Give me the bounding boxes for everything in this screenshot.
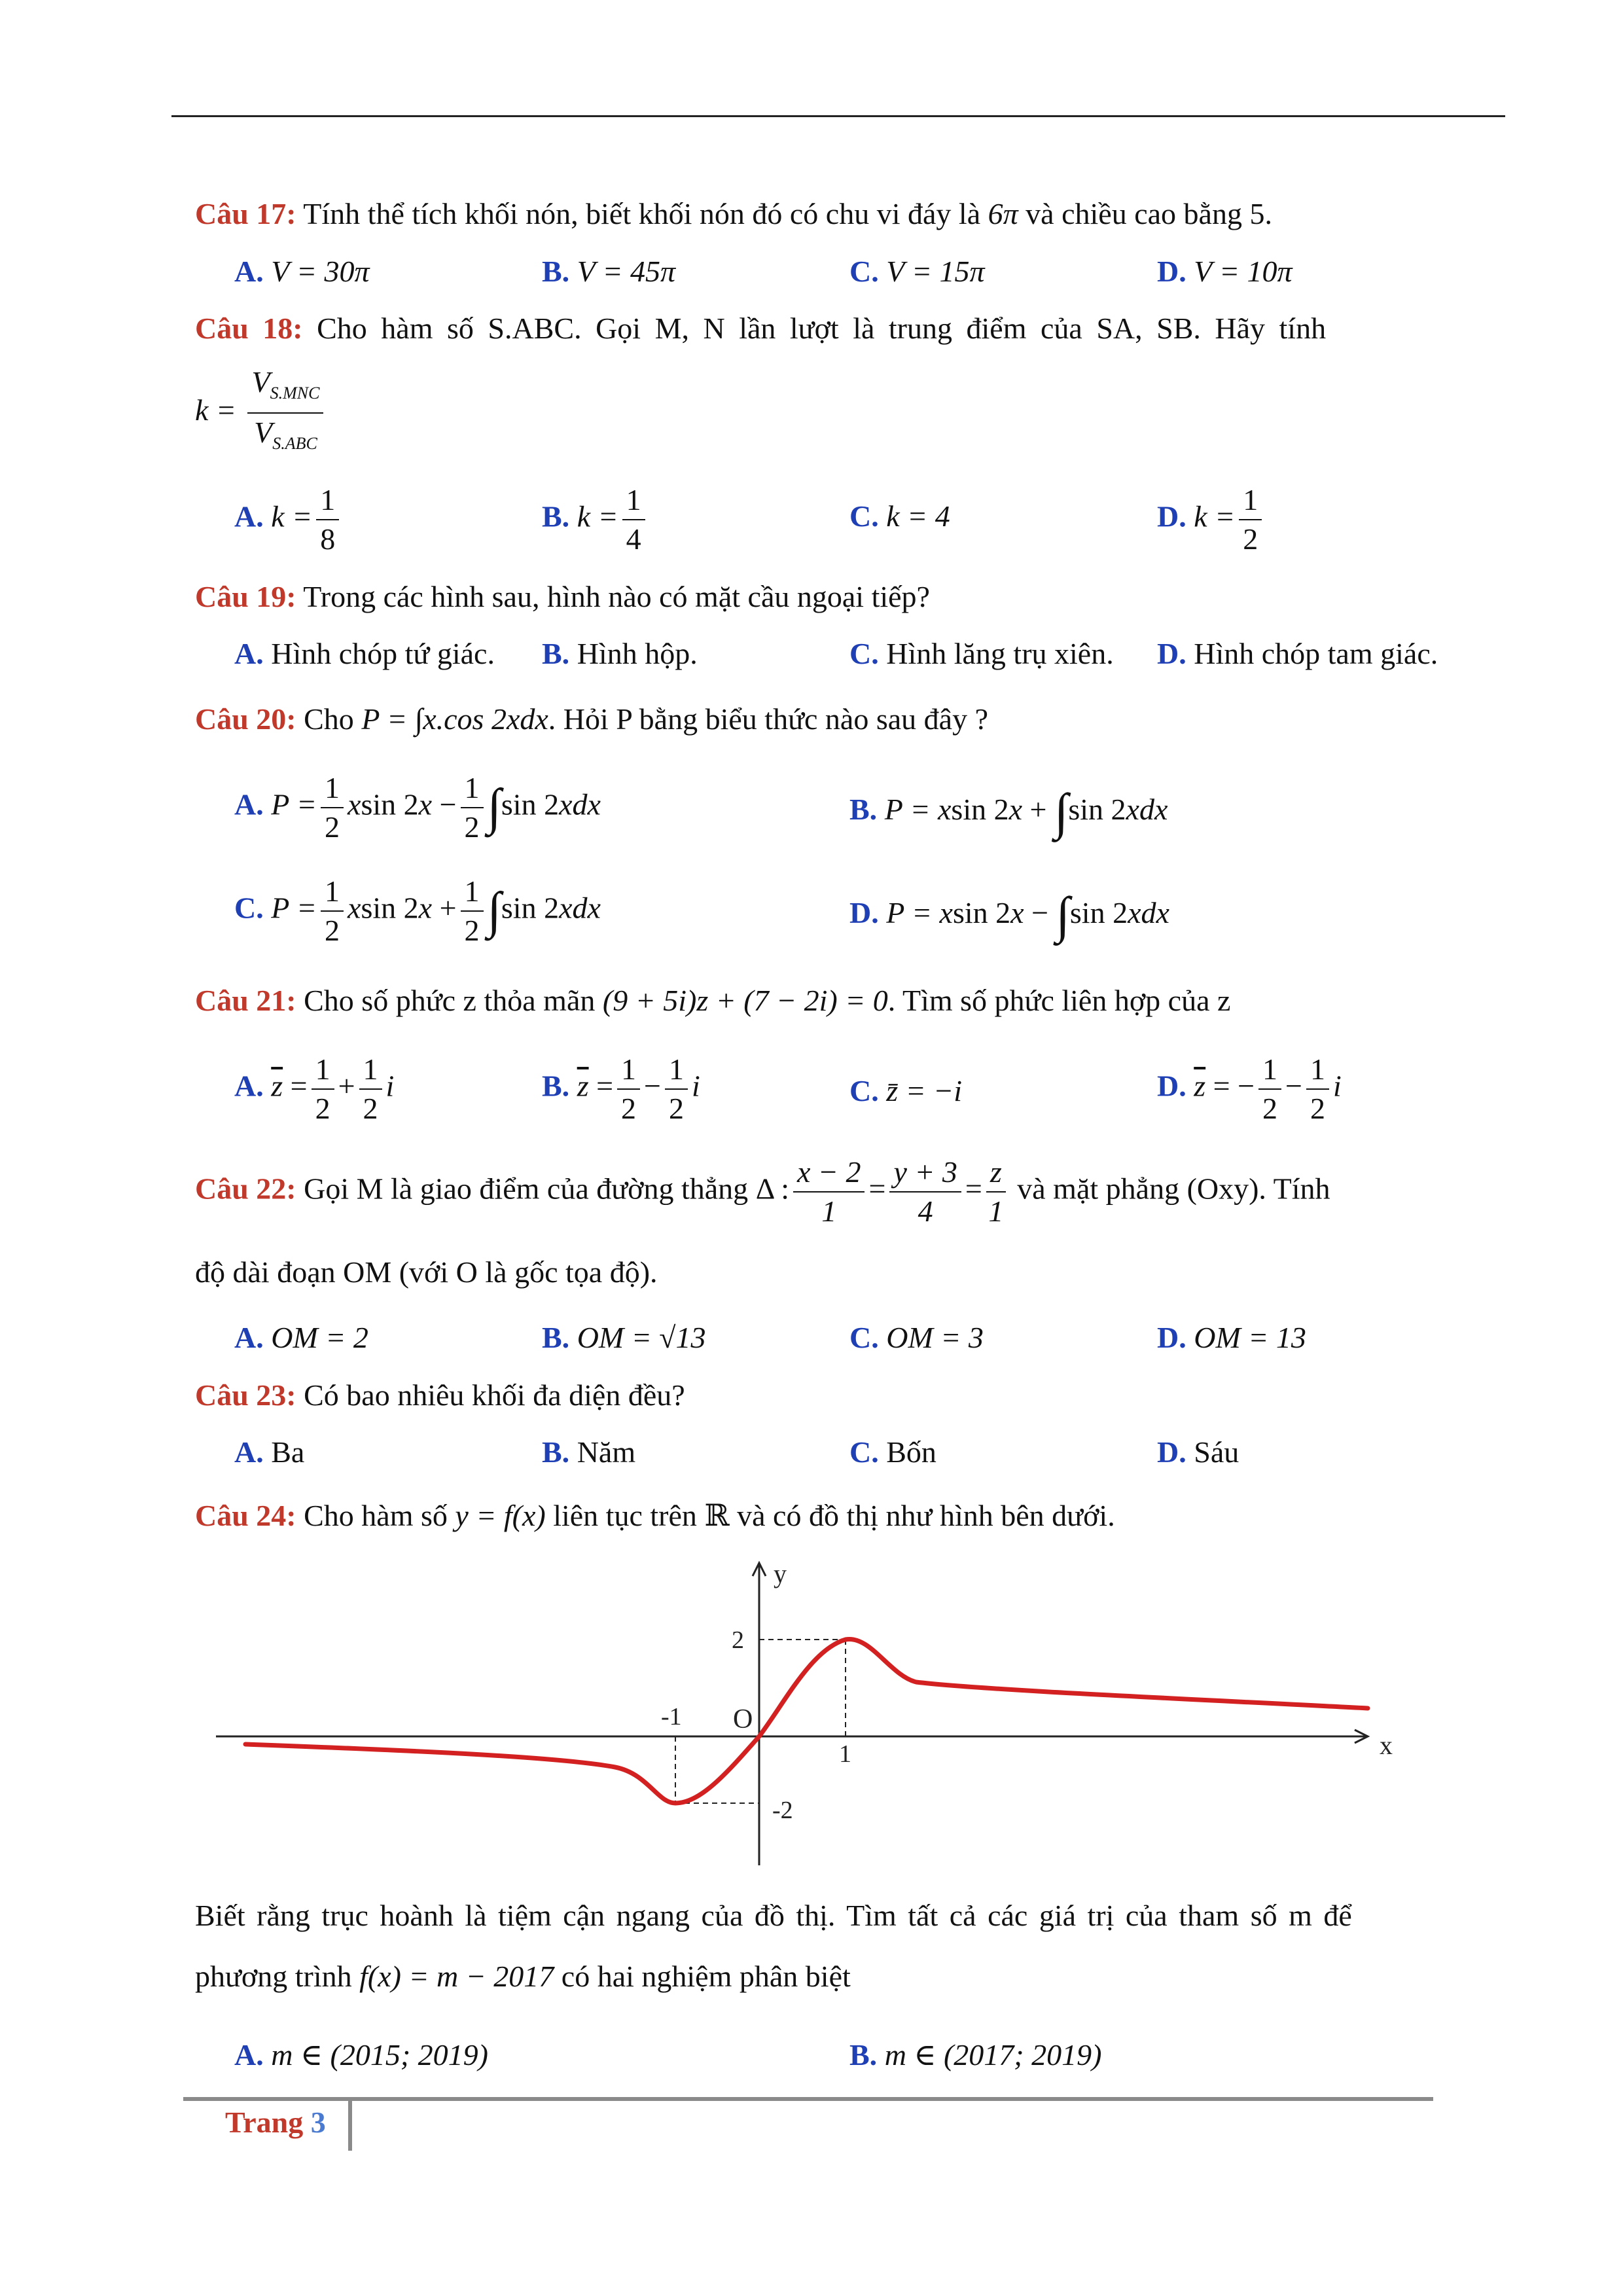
q23-option-a[interactable]: A. Ba	[234, 1435, 305, 1469]
question-22: Câu 22: Gọi M là giao điểm của đường thẳng Δ : $\frac{x - 2}{1}$ = $\frac{y + 3}{4}$ = $\frac{z}{1}$ và mặt phẳng (Oxy). Tính	[195, 1153, 1330, 1230]
q20-option-c[interactable]: C. P = $\frac{1}{2}$ xsin 2x + $\frac{1}{2}$ ∫sin 2xdx	[234, 872, 601, 950]
q19-option-c[interactable]: C. Hình lăng trụ xiên.	[849, 637, 1114, 670]
q20-option-a[interactable]: A. P = $\frac{1}{2}$ xsin 2x − $\frac{1}{2}$ ∫sin 2xdx	[234, 769, 601, 846]
header-rule	[171, 115, 1505, 117]
question-23: Câu 23: Có bao nhiêu khối đa diện đều?	[195, 1378, 685, 1412]
q19-option-d[interactable]: D. Hình chóp tam giác.	[1157, 637, 1438, 670]
q22-option-c[interactable]: C. OM = 3	[849, 1321, 984, 1354]
question-20: Câu 20: Cho P = ∫x.cos 2xdx. Hỏi P bằng biểu thức nào sau đây ?	[195, 702, 988, 736]
q17-option-a[interactable]: A. V = 30π	[234, 255, 370, 288]
q20-option-b[interactable]: B. P = xsin 2x + ∫sin 2xdx	[849, 783, 1168, 840]
question-21: Câu 21: Cho số phức z thỏa mãn (9 + 5i)z + (7 − 2i) = 0. Tìm số phức liên hợp của z	[195, 984, 1231, 1017]
question-18: Câu 18: Cho hàm số S.ABC. Gọi M, N lần lượt là trung điểm của SA, SB. Hãy tính	[195, 312, 1327, 345]
page-number: Trang 3	[225, 2106, 326, 2139]
q22-option-a[interactable]: A. OM = 2	[234, 1321, 368, 1354]
q24-text-line1: Biết rằng trục hoành là tiệm cận ngang của đồ thị. Tìm tất cả các giá trị của tham số m để	[195, 1899, 1352, 1932]
tick-label-2: 2	[732, 1626, 744, 1654]
tick-label-m1: -1	[661, 1703, 682, 1731]
q24-text-line2: phương trình f(x) = m − 2017 có hai nghiệm phân biệt	[195, 1960, 851, 1993]
x-axis-label: x	[1380, 1731, 1393, 1760]
q22-option-d[interactable]: D. OM = 13	[1157, 1321, 1306, 1354]
q24-option-b[interactable]: B. m ∈ (2017; 2019)	[849, 2038, 1102, 2072]
q18-option-d[interactable]: D. k = $\frac{1}{2}$	[1157, 481, 1266, 558]
function-curve	[245, 1639, 1368, 1803]
function-graph	[196, 1551, 1472, 1878]
q23-option-c[interactable]: C. Bốn	[849, 1435, 936, 1469]
q18-option-b[interactable]: B. k = $\frac{1}{4}$	[542, 481, 649, 558]
q22-option-b[interactable]: B. OM = √13	[542, 1321, 706, 1354]
question-22-line2: độ dài đoạn OM (với O là gốc tọa độ).	[195, 1255, 658, 1289]
tick-label-m2: -2	[772, 1797, 793, 1824]
q21-option-b[interactable]: B. $\overline{z}$ = $\frac{1}{2}$ − $\frac{1}{2}$ i	[542, 1050, 700, 1128]
q18-option-c[interactable]: C. k = 4	[849, 499, 950, 533]
origin-label: O	[733, 1704, 753, 1734]
q18-option-a[interactable]: A. k = $\frac{1}{8}$	[234, 481, 343, 558]
q18-k-formula: k = $\frac{V_{S.MNC}}{V_{S.ABC}}$	[195, 363, 327, 463]
q17-option-d[interactable]: D. V = 10π	[1157, 255, 1293, 288]
question-17: Câu 17: Tính thể tích khối nón, biết khối nón đó có chu vi đáy là 6π và chiều cao bằng 5.	[195, 197, 1272, 230]
y-axis-label: y	[774, 1559, 787, 1588]
question-19: Câu 19: Trong các hình sau, hình nào có mặt cầu ngoại tiếp?	[195, 580, 930, 613]
q23-option-d[interactable]: D. Sáu	[1157, 1435, 1240, 1469]
question-24: Câu 24: Cho hàm số y = f(x) liên tục trên ℝ và có đồ thị như hình bên dưới.	[195, 1499, 1115, 1532]
footer-divider	[348, 2101, 352, 2151]
q17-option-b[interactable]: B. V = 45π	[542, 255, 676, 288]
tick-label-1: 1	[839, 1740, 851, 1768]
footer-rule	[183, 2097, 1433, 2101]
q19-option-a[interactable]: A. Hình chóp tứ giác.	[234, 637, 495, 670]
q23-option-b[interactable]: B. Năm	[542, 1435, 636, 1469]
q24-option-a[interactable]: A. m ∈ (2015; 2019)	[234, 2038, 488, 2072]
q20-option-d[interactable]: D. P = xsin 2x − ∫sin 2xdx	[849, 886, 1169, 943]
q21-option-a[interactable]: A. $\overline{z}$ = $\frac{1}{2}$ + $\frac{1}{2}$ i	[234, 1050, 394, 1128]
q21-option-c[interactable]: C. z̄ = −i	[849, 1074, 962, 1107]
q17-option-c[interactable]: C. V = 15π	[849, 255, 985, 288]
q21-option-d[interactable]: D. $\overline{z}$ = − $\frac{1}{2}$ − $\frac{1}{2}$ i	[1157, 1050, 1342, 1128]
q19-option-b[interactable]: B. Hình hộp.	[542, 637, 698, 670]
